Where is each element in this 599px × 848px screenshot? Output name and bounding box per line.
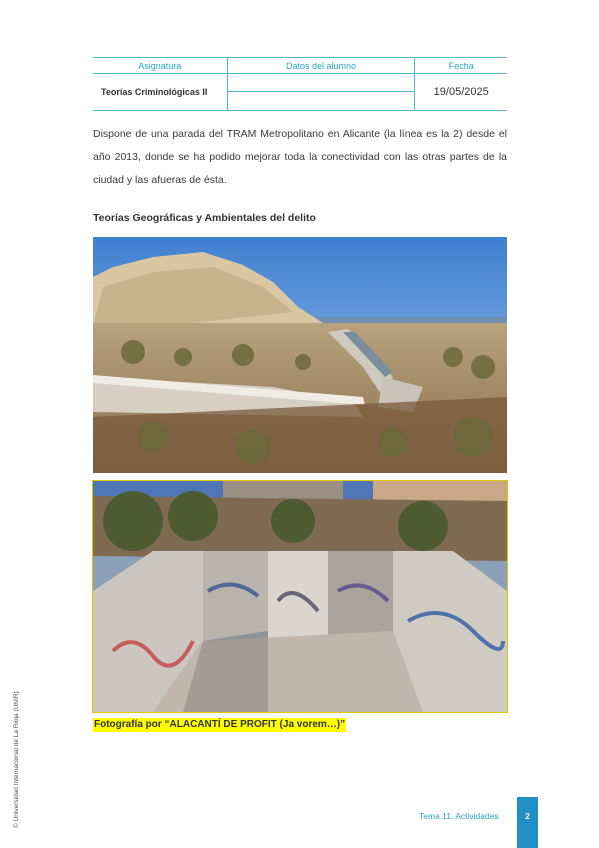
photo-caption: Fotografía por “ALACANTÍ DE PROFIT (Ja vorem…)”: [94, 719, 346, 730]
student-data-divider: [228, 91, 415, 92]
graffiti-structure-photo-image: [93, 481, 507, 712]
student-data-cell: [227, 74, 415, 111]
value-row: [93, 74, 507, 111]
body-paragraph: Dispone de una parada del TRAM Metropolitano en Alicante (la línea es la 2) desde el año 2013, donde se ha podido mejorar toda la conectividad con las otras partes de la ciudad y las afueras de ésta.: [93, 128, 507, 186]
header-student-label: Datos del alumno: [227, 58, 415, 74]
header-row: [93, 58, 507, 74]
page-number: 2: [517, 797, 538, 848]
footer-label: Tema 11. Actividades: [419, 811, 499, 821]
header-subject-label: Asignatura: [93, 58, 227, 74]
section-title: Teorías Geográficas y Ambientales del delito: [93, 212, 316, 224]
landscape-photo-image: [93, 237, 507, 473]
subject-value: Teorías Criminológicas II: [93, 74, 227, 111]
header-date-label: Fecha: [415, 58, 507, 74]
header-table: [93, 57, 507, 111]
side-copyright: © Universidad Internacional de La Rioja (UNIR): [13, 691, 20, 828]
graffiti-structure-photo: [93, 481, 507, 712]
date-value: 19/05/2025: [415, 74, 507, 111]
landscape-photo: [93, 237, 507, 473]
